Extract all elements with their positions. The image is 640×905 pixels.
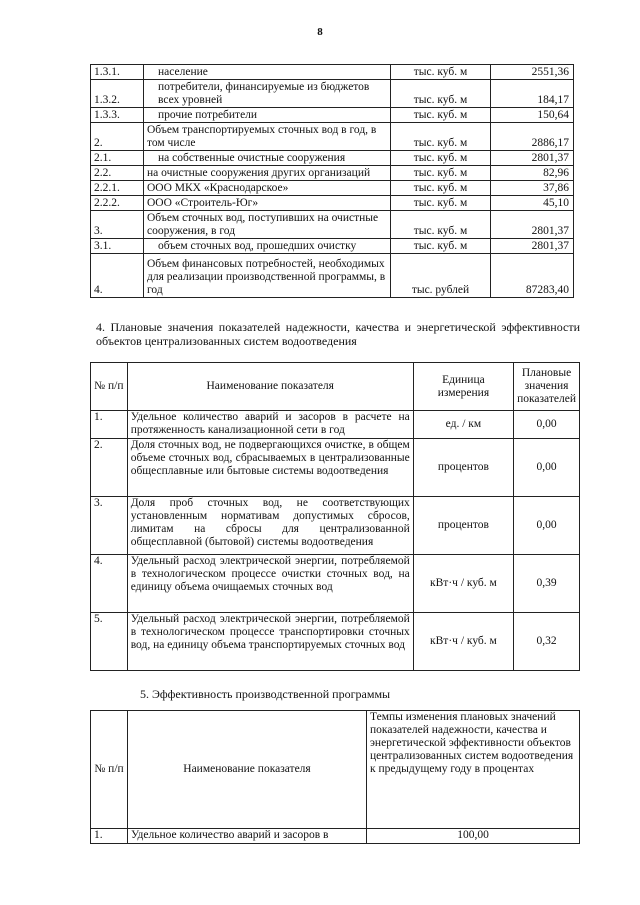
row-unit: тыс. куб. м bbox=[391, 151, 491, 166]
row-value: 2886,17 bbox=[491, 123, 574, 151]
row-name: объем сточных вод, прошедших очистку bbox=[144, 239, 391, 254]
row-value: 0,00 bbox=[514, 497, 580, 555]
section-5-title: 5. Эффективность производственной программы bbox=[140, 687, 391, 701]
row-name: на очистные сооружения других организаций bbox=[144, 166, 391, 181]
row-name: на собственные очистные сооружения bbox=[144, 151, 391, 166]
row-unit: кВт·ч / куб. м bbox=[413, 555, 513, 613]
table-row bbox=[91, 123, 574, 151]
row-name: потребители, финансируемые из бюджетов всех уровней bbox=[144, 80, 391, 108]
row-unit: тыс. куб. м bbox=[391, 108, 491, 123]
row-value: 184,17 bbox=[491, 80, 574, 108]
row-number: 1.3.1. bbox=[91, 65, 144, 80]
row-name: население bbox=[144, 65, 391, 80]
col-rate-header: Темпы изменения плановых значений показателей надежности, качества и энергетической эффективности объектов централизованных систем водоотведения к предыдущему году в процентах bbox=[367, 711, 580, 829]
row-name: ООО МКХ «Краснодарское» bbox=[144, 181, 391, 196]
row-value: 2801,37 bbox=[491, 211, 574, 239]
row-unit: кВт·ч / куб. м bbox=[413, 613, 513, 671]
row-name: Удельное количество аварий и засоров в bbox=[128, 829, 367, 844]
row-unit: тыс. куб. м bbox=[391, 166, 491, 181]
table-row bbox=[91, 439, 580, 497]
table-row bbox=[91, 411, 580, 439]
table-row bbox=[91, 254, 574, 298]
row-unit: тыс. рублей bbox=[391, 254, 491, 298]
row-unit: процентов bbox=[413, 497, 513, 555]
row-name: Доля сточных вод, не подвергающихся очистке, в общем объеме сточных вод, сбрасываемых в централизованные общесплавные или бытовые системы водоотведения bbox=[127, 439, 413, 497]
table-row bbox=[91, 80, 574, 108]
row-unit: тыс. куб. м bbox=[391, 65, 491, 80]
table-row bbox=[91, 829, 580, 844]
row-name: Объем транспортируемых сточных вод в год, в том числе bbox=[144, 123, 391, 151]
row-unit: тыс. куб. м bbox=[391, 211, 491, 239]
row-number: 2. bbox=[91, 439, 128, 497]
row-name: Объем сточных вод, поступивших на очистные сооружения, в год bbox=[144, 211, 391, 239]
row-unit: тыс. куб. м bbox=[391, 181, 491, 196]
col-unit-header: Единица измерения bbox=[413, 363, 513, 411]
col-name-header: Наименование показателя bbox=[127, 363, 413, 411]
row-value: 45,10 bbox=[491, 196, 574, 211]
table-row bbox=[91, 166, 574, 181]
row-value: 2551,36 bbox=[491, 65, 574, 80]
row-value: 82,96 bbox=[491, 166, 574, 181]
row-unit: тыс. куб. м bbox=[391, 123, 491, 151]
table-row bbox=[91, 65, 574, 80]
table-row bbox=[91, 497, 580, 555]
row-number: 1. bbox=[91, 411, 128, 439]
row-number: 2.2.2. bbox=[91, 196, 144, 211]
row-value: 100,00 bbox=[367, 829, 580, 844]
row-unit: процентов bbox=[413, 439, 513, 497]
row-unit: ед. / км bbox=[413, 411, 513, 439]
row-value: 0,00 bbox=[514, 411, 580, 439]
row-unit: тыс. куб. м bbox=[391, 80, 491, 108]
row-unit: тыс. куб. м bbox=[391, 239, 491, 254]
table-row bbox=[91, 196, 574, 211]
row-number: 4. bbox=[91, 555, 128, 613]
row-number: 4. bbox=[91, 254, 144, 298]
row-number: 2.2.1. bbox=[91, 181, 144, 196]
row-unit: тыс. куб. м bbox=[391, 196, 491, 211]
row-number: 1. bbox=[91, 829, 128, 844]
col-name-header: Наименование показателя bbox=[128, 711, 367, 829]
row-value: 87283,40 bbox=[491, 254, 574, 298]
row-value: 0,39 bbox=[514, 555, 580, 613]
efficiency-table bbox=[90, 710, 580, 844]
row-name: Доля проб сточных вод, не соответствующих установленным нормативам допустимых сбросов, лимитам на сбросы для централизованной общесплавной (бытовой) системы водоотведения bbox=[127, 497, 413, 555]
page-number: 8 bbox=[317, 26, 323, 38]
volumes-table bbox=[90, 64, 574, 298]
row-number: 3. bbox=[91, 211, 144, 239]
row-value: 2801,37 bbox=[491, 151, 574, 166]
table-row bbox=[91, 108, 574, 123]
table-row bbox=[91, 555, 580, 613]
table-row bbox=[91, 211, 574, 239]
section-4-title: 4. Плановые значения показателей надежности, качества и энергетической эффективности объектов централизованных систем водоотведения bbox=[96, 320, 580, 348]
row-name: Объем финансовых потребностей, необходимых для реализации производственной программы, в год bbox=[144, 254, 391, 298]
row-number: 3.1. bbox=[91, 239, 144, 254]
indicators-table bbox=[90, 362, 580, 671]
row-name: ООО «Строитель-Юг» bbox=[144, 196, 391, 211]
row-name: Удельный расход электрической энергии, потребляемой в технологическом процессе транспортировки сточных вод, на единицу объема транспортируемых сточных вод bbox=[127, 613, 413, 671]
row-number: 2. bbox=[91, 123, 144, 151]
row-value: 2801,37 bbox=[491, 239, 574, 254]
row-name: Удельное количество аварий и засоров в расчете на протяженность канализационной сети в год bbox=[127, 411, 413, 439]
col-value-header: Плановые значения показателей bbox=[514, 363, 580, 411]
table-row bbox=[91, 151, 574, 166]
row-number: 1.3.2. bbox=[91, 80, 144, 108]
row-name: Удельный расход электрической энергии, потребляемой в технологическом процессе очистки сточных вод, на единицу объема очищаемых сточных вод bbox=[127, 555, 413, 613]
row-number: 3. bbox=[91, 497, 128, 555]
col-num-header: № п/п bbox=[91, 711, 128, 829]
row-name: прочие потребители bbox=[144, 108, 391, 123]
table-row bbox=[91, 181, 574, 196]
row-number: 5. bbox=[91, 613, 128, 671]
row-value: 150,64 bbox=[491, 108, 574, 123]
table-row bbox=[91, 239, 574, 254]
row-number: 2.1. bbox=[91, 151, 144, 166]
row-value: 0,00 bbox=[514, 439, 580, 497]
row-value: 0,32 bbox=[514, 613, 580, 671]
col-num-header: № п/п bbox=[91, 363, 128, 411]
row-value: 37,86 bbox=[491, 181, 574, 196]
row-number: 1.3.3. bbox=[91, 108, 144, 123]
row-number: 2.2. bbox=[91, 166, 144, 181]
table-row bbox=[91, 613, 580, 671]
